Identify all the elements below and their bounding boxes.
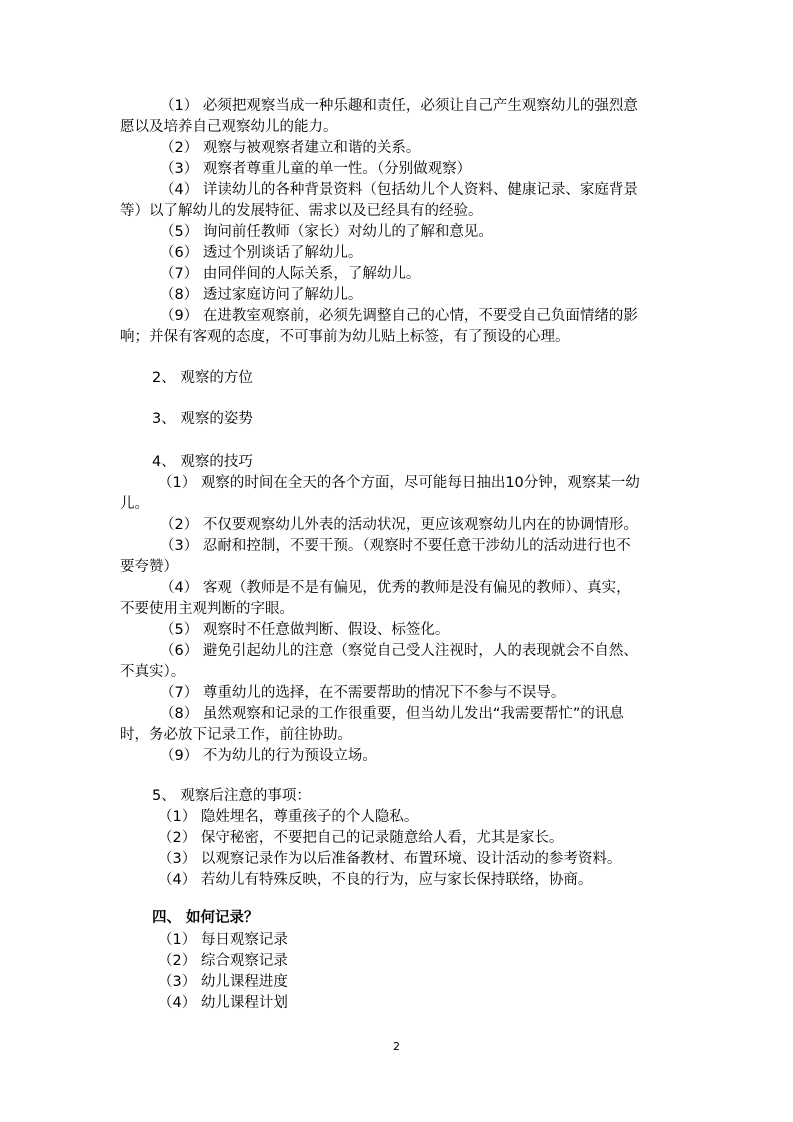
section-heading: 4、 观察的技巧 bbox=[152, 454, 253, 470]
list-item: （3） 幼儿课程进度 bbox=[158, 974, 288, 990]
paragraph-line: （4） 详读幼儿的各种背景资料（包括幼儿个人资料、健康记录、家庭背景 bbox=[160, 182, 638, 198]
chapter-heading: 四、 如何记录？ bbox=[152, 910, 259, 926]
paragraph-line: （1） 隐姓埋名，尊重孩子的个人隐私。 bbox=[158, 809, 419, 825]
paragraph-line: （5） 询问前任教师（家长）对幼儿的了解和意见。 bbox=[160, 224, 493, 240]
paragraph-line: （7） 尊重幼儿的选择，在不需要帮助的情况下不参与不误导。 bbox=[160, 685, 566, 701]
paragraph-line: 儿。 bbox=[120, 496, 149, 512]
paragraph-line: （9） 在进教室观察前，必须先调整自己的心情，不要受自己负面情绪的影 bbox=[160, 308, 638, 324]
list-item: （1） 每日观察记录 bbox=[158, 932, 288, 948]
paragraph-line: （7） 由同伴间的人际关系，了解幼儿。 bbox=[160, 266, 421, 282]
paragraph-line: （8） 虽然观察和记录的工作很重要，但当幼儿发出“我需要帮忙”的讯息 bbox=[160, 706, 624, 722]
paragraph-line: （4） 客观（教师是不是有偏见，优秀的教师是没有偏见的教师）、真实， bbox=[160, 580, 631, 596]
paragraph-line: （5） 观察时不任意做判断、假设、标签化。 bbox=[160, 622, 450, 638]
paragraph-line: （6） 透过个别谈话了解幼儿。 bbox=[160, 245, 363, 261]
section-heading: 5、 观察后注意的事项： bbox=[152, 788, 311, 804]
paragraph-line: （1） 观察的时间在全天的各个方面，尽可能每日抽出10分钟，观察某一幼 bbox=[158, 475, 640, 491]
paragraph-line: （8） 透过家庭访问了解幼儿。 bbox=[160, 287, 363, 303]
list-item: （4） 幼儿课程计划 bbox=[158, 995, 288, 1011]
section-heading: 2、 观察的方位 bbox=[152, 370, 253, 386]
paragraph-line: （4） 若幼儿有特殊反映，不良的行为，应与家长保持联络，协商。 bbox=[158, 872, 593, 888]
paragraph-line: 不要使用主观判断的字眼。 bbox=[120, 601, 294, 617]
paragraph-line: 等）以了解幼儿的发展特征、需求以及已经具有的经验。 bbox=[120, 203, 483, 219]
paragraph-line: 不真实）。 bbox=[120, 664, 186, 680]
paragraph-line: （3） 忍耐和控制，不要干预。（观察时不要任意干涉幼儿的活动进行也不 bbox=[160, 538, 631, 554]
paragraph-line: 愿以及培养自己观察幼儿的能力。 bbox=[120, 119, 338, 135]
paragraph-line: 响；并保有客观的态度，不可事前为幼儿贴上标签，有了预设的心理。 bbox=[120, 329, 570, 345]
paragraph-line: （3） 以观察记录作为以后准备教材、布置环境、设计活动的参考资料。 bbox=[158, 851, 622, 867]
paragraph-line: （6） 避免引起幼儿的注意（察觉自己受人注视时，人的表现就会不自然、 bbox=[160, 643, 638, 659]
list-item: （2） 综合观察记录 bbox=[158, 953, 288, 969]
paragraph-line: （1） 必须把观察当成一种乐趣和责任，必须让自己产生观察幼儿的强烈意 bbox=[160, 98, 638, 114]
paragraph-line: （3） 观察者尊重儿童的单一性。（分别做观察） bbox=[160, 161, 472, 177]
paragraph-line: 要夸赞） bbox=[120, 559, 178, 575]
paragraph-line: （2） 不仅要观察幼儿外表的活动状况，更应该观察幼儿内在的协调情形。 bbox=[160, 517, 638, 533]
paragraph-line: （2） 保守秘密，不要把自己的记录随意给人看，尤其是家长。 bbox=[158, 830, 564, 846]
paragraph-line: 时，务必放下记录工作，前往协助。 bbox=[120, 727, 352, 743]
page-number: 2 bbox=[393, 1040, 400, 1053]
section-heading: 3、 观察的姿势 bbox=[152, 411, 253, 427]
paragraph-line: （2） 观察与被观察者建立和谐的关系。 bbox=[160, 140, 421, 156]
paragraph-line: （9） 不为幼儿的行为预设立场。 bbox=[160, 748, 377, 764]
